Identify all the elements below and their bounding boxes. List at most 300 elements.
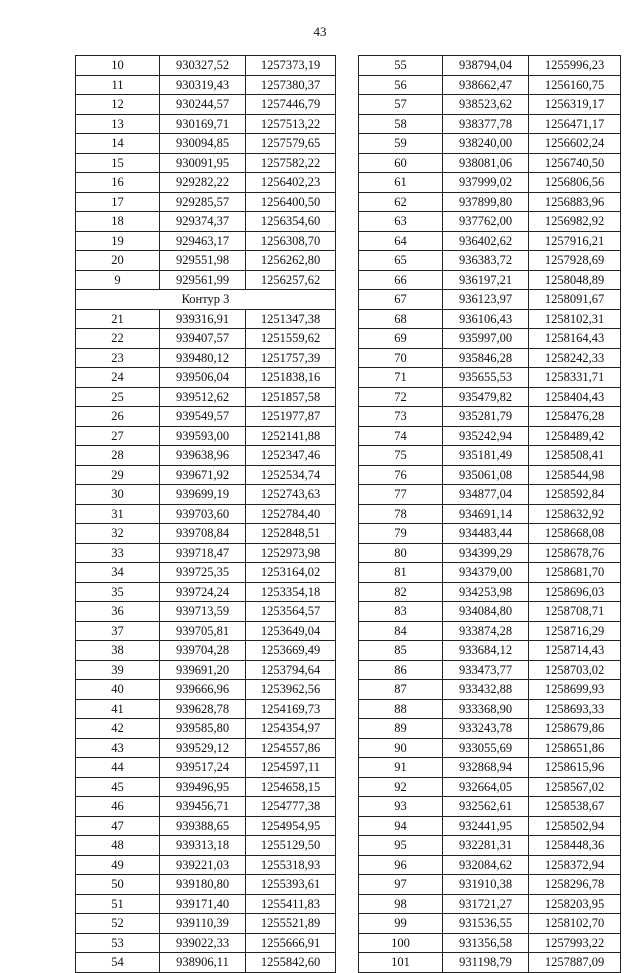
x-coordinate-cell: 930091,95 [160, 153, 246, 173]
x-coordinate-cell: 939671,92 [160, 465, 246, 485]
x-coordinate-cell: 929374,37 [160, 212, 246, 232]
point-number-cell: 49 [76, 855, 160, 875]
coordinates-table-right [358, 55, 621, 973]
x-coordinate-cell: 938794,04 [443, 56, 529, 76]
point-number-cell: 69 [359, 329, 443, 349]
point-number-cell: 22 [76, 329, 160, 349]
y-coordinate-cell: 1254658,15 [246, 777, 336, 797]
table-row [76, 95, 336, 115]
x-coordinate-cell: 938240,00 [443, 134, 529, 154]
table-row [359, 485, 621, 505]
y-coordinate-cell: 1252743,63 [246, 485, 336, 505]
y-coordinate-cell: 1255318,93 [246, 855, 336, 875]
table-row [76, 134, 336, 154]
x-coordinate-cell: 930169,71 [160, 114, 246, 134]
table-row [76, 602, 336, 622]
y-coordinate-cell: 1257380,37 [246, 75, 336, 95]
y-coordinate-cell: 1256400,50 [246, 192, 336, 212]
table-row [76, 875, 336, 895]
point-number-cell: 60 [359, 153, 443, 173]
point-number-cell: 56 [359, 75, 443, 95]
table-row [359, 758, 621, 778]
point-number-cell: 87 [359, 680, 443, 700]
x-coordinate-cell: 939316,91 [160, 309, 246, 329]
table-row [76, 368, 336, 388]
point-number-cell: 99 [359, 914, 443, 934]
point-number-cell: 73 [359, 407, 443, 427]
y-coordinate-cell: 1258048,89 [529, 270, 621, 290]
point-number-cell: 43 [76, 738, 160, 758]
point-number-cell: 61 [359, 173, 443, 193]
x-coordinate-cell: 936197,21 [443, 270, 529, 290]
point-number-cell: 12 [76, 95, 160, 115]
table-row [76, 446, 336, 466]
table-row [359, 465, 621, 485]
table-row [76, 719, 336, 739]
x-coordinate-cell: 933243,78 [443, 719, 529, 739]
x-coordinate-cell: 937899,80 [443, 192, 529, 212]
x-coordinate-cell: 930327,52 [160, 56, 246, 76]
x-coordinate-cell: 933684,12 [443, 641, 529, 661]
y-coordinate-cell: 1257887,09 [529, 953, 621, 973]
point-number-cell: 15 [76, 153, 160, 173]
table-row [359, 875, 621, 895]
table-row [76, 426, 336, 446]
y-coordinate-cell: 1258331,71 [529, 368, 621, 388]
point-number-cell: 38 [76, 641, 160, 661]
x-coordinate-cell: 939517,24 [160, 758, 246, 778]
y-coordinate-cell: 1257373,19 [246, 56, 336, 76]
x-coordinate-cell: 931721,27 [443, 894, 529, 914]
y-coordinate-cell: 1253354,18 [246, 582, 336, 602]
y-coordinate-cell: 1256257,62 [246, 270, 336, 290]
x-coordinate-cell: 939628,78 [160, 699, 246, 719]
y-coordinate-cell: 1252347,46 [246, 446, 336, 466]
point-number-cell: 78 [359, 504, 443, 524]
point-number-cell: 91 [359, 758, 443, 778]
y-coordinate-cell: 1256806,56 [529, 173, 621, 193]
table-row [76, 387, 336, 407]
x-coordinate-cell: 929561,99 [160, 270, 246, 290]
point-number-cell: 57 [359, 95, 443, 115]
table-row [359, 329, 621, 349]
point-number-cell: 40 [76, 680, 160, 700]
y-coordinate-cell: 1256602,24 [529, 134, 621, 154]
point-number-cell: 29 [76, 465, 160, 485]
point-number-cell: 62 [359, 192, 443, 212]
x-coordinate-cell: 935061,08 [443, 465, 529, 485]
y-coordinate-cell: 1258567,02 [529, 777, 621, 797]
point-number-cell: 79 [359, 524, 443, 544]
x-coordinate-cell: 932562,61 [443, 797, 529, 817]
point-number-cell: 20 [76, 251, 160, 271]
table-row [76, 797, 336, 817]
table-row [76, 56, 336, 76]
x-coordinate-cell: 939313,18 [160, 836, 246, 856]
y-coordinate-cell: 1252534,74 [246, 465, 336, 485]
point-number-cell: 51 [76, 894, 160, 914]
point-number-cell: 37 [76, 621, 160, 641]
y-coordinate-cell: 1255393,61 [246, 875, 336, 895]
table-row [76, 270, 336, 290]
x-coordinate-cell: 939724,24 [160, 582, 246, 602]
y-coordinate-cell: 1258538,67 [529, 797, 621, 817]
x-coordinate-cell: 934084,80 [443, 602, 529, 622]
x-coordinate-cell: 935997,00 [443, 329, 529, 349]
table-row [76, 680, 336, 700]
table-row [359, 543, 621, 563]
point-number-cell: 27 [76, 426, 160, 446]
y-coordinate-cell: 1252848,51 [246, 524, 336, 544]
point-number-cell: 13 [76, 114, 160, 134]
y-coordinate-cell: 1251757,39 [246, 348, 336, 368]
table-row [359, 75, 621, 95]
point-number-cell: 80 [359, 543, 443, 563]
y-coordinate-cell: 1251838,16 [246, 368, 336, 388]
table-row [76, 816, 336, 836]
point-number-cell: 11 [76, 75, 160, 95]
point-number-cell: 36 [76, 602, 160, 622]
table-row [359, 387, 621, 407]
table-row [359, 114, 621, 134]
table-row [359, 504, 621, 524]
table-row [359, 231, 621, 251]
point-number-cell: 81 [359, 563, 443, 583]
point-number-cell: 16 [76, 173, 160, 193]
y-coordinate-cell: 1258296,78 [529, 875, 621, 895]
table-row [76, 738, 336, 758]
point-number-cell: 26 [76, 407, 160, 427]
x-coordinate-cell: 939638,96 [160, 446, 246, 466]
x-coordinate-cell: 931536,55 [443, 914, 529, 934]
x-coordinate-cell: 929463,17 [160, 231, 246, 251]
y-coordinate-cell: 1258448,36 [529, 836, 621, 856]
y-coordinate-cell: 1258544,98 [529, 465, 621, 485]
table-row [359, 251, 621, 271]
table-row [76, 641, 336, 661]
table-row [359, 524, 621, 544]
table-row [359, 446, 621, 466]
point-number-cell: 33 [76, 543, 160, 563]
table-row [76, 855, 336, 875]
page-number: 43 [313, 24, 327, 39]
x-coordinate-cell: 939110,39 [160, 914, 246, 934]
x-coordinate-cell: 939666,96 [160, 680, 246, 700]
point-number-cell: 25 [76, 387, 160, 407]
y-coordinate-cell: 1258716,29 [529, 621, 621, 641]
x-coordinate-cell: 939725,35 [160, 563, 246, 583]
x-coordinate-cell: 935655,53 [443, 368, 529, 388]
x-coordinate-cell: 934253,98 [443, 582, 529, 602]
point-number-cell: 59 [359, 134, 443, 154]
y-coordinate-cell: 1251347,38 [246, 309, 336, 329]
x-coordinate-cell: 935479,82 [443, 387, 529, 407]
coordinates-table-left [75, 55, 336, 973]
point-number-cell: 97 [359, 875, 443, 895]
y-coordinate-cell: 1258102,31 [529, 309, 621, 329]
y-coordinate-cell: 1258242,33 [529, 348, 621, 368]
x-coordinate-cell: 939593,00 [160, 426, 246, 446]
y-coordinate-cell: 1253794,64 [246, 660, 336, 680]
y-coordinate-cell: 1258404,43 [529, 387, 621, 407]
point-number-cell: 83 [359, 602, 443, 622]
x-coordinate-cell: 933368,90 [443, 699, 529, 719]
point-number-cell: 28 [76, 446, 160, 466]
table-row [76, 524, 336, 544]
point-number-cell: 94 [359, 816, 443, 836]
table-row [76, 933, 336, 953]
table-row [359, 836, 621, 856]
point-number-cell: 55 [359, 56, 443, 76]
y-coordinate-cell: 1254169,73 [246, 699, 336, 719]
x-coordinate-cell: 939529,12 [160, 738, 246, 758]
x-coordinate-cell: 934483,44 [443, 524, 529, 544]
point-number-cell: 66 [359, 270, 443, 290]
table-row [76, 231, 336, 251]
point-number-cell: 32 [76, 524, 160, 544]
point-number-cell: 71 [359, 368, 443, 388]
table-row [359, 641, 621, 661]
y-coordinate-cell: 1258203,95 [529, 894, 621, 914]
point-number-cell: 41 [76, 699, 160, 719]
point-number-cell: 74 [359, 426, 443, 446]
section-row [76, 290, 336, 310]
x-coordinate-cell: 939388,65 [160, 816, 246, 836]
table-row [76, 699, 336, 719]
point-number-cell: 85 [359, 641, 443, 661]
y-coordinate-cell: 1257916,21 [529, 231, 621, 251]
y-coordinate-cell: 1255842,60 [246, 953, 336, 973]
x-coordinate-cell: 939708,84 [160, 524, 246, 544]
x-coordinate-cell: 937999,02 [443, 173, 529, 193]
table-row [359, 699, 621, 719]
y-coordinate-cell: 1256308,70 [246, 231, 336, 251]
y-coordinate-cell: 1258693,33 [529, 699, 621, 719]
x-coordinate-cell: 935242,94 [443, 426, 529, 446]
point-number-cell: 52 [76, 914, 160, 934]
point-number-cell: 67 [359, 290, 443, 310]
point-number-cell: 9 [76, 270, 160, 290]
point-number-cell: 42 [76, 719, 160, 739]
point-number-cell: 35 [76, 582, 160, 602]
table-row [359, 563, 621, 583]
point-number-cell: 63 [359, 212, 443, 232]
point-number-cell: 24 [76, 368, 160, 388]
table-row [76, 582, 336, 602]
point-number-cell: 10 [76, 56, 160, 76]
y-coordinate-cell: 1254777,38 [246, 797, 336, 817]
x-coordinate-cell: 933874,28 [443, 621, 529, 641]
table-row [359, 582, 621, 602]
x-coordinate-cell: 939585,80 [160, 719, 246, 739]
y-coordinate-cell: 1254597,11 [246, 758, 336, 778]
x-coordinate-cell: 938377,78 [443, 114, 529, 134]
table-row [76, 75, 336, 95]
coordinates-table-right-body [359, 56, 621, 973]
point-number-cell: 90 [359, 738, 443, 758]
table-row [76, 777, 336, 797]
y-coordinate-cell: 1257446,79 [246, 95, 336, 115]
y-coordinate-cell: 1255521,89 [246, 914, 336, 934]
x-coordinate-cell: 932441,95 [443, 816, 529, 836]
x-coordinate-cell: 939549,57 [160, 407, 246, 427]
point-number-cell: 72 [359, 387, 443, 407]
point-number-cell: 50 [76, 875, 160, 895]
table-row [359, 290, 621, 310]
y-coordinate-cell: 1252141,88 [246, 426, 336, 446]
y-coordinate-cell: 1257579,65 [246, 134, 336, 154]
x-coordinate-cell: 939456,71 [160, 797, 246, 817]
x-coordinate-cell: 939691,20 [160, 660, 246, 680]
y-coordinate-cell: 1256262,80 [246, 251, 336, 271]
section-title: Контур 3 [76, 290, 336, 310]
point-number-cell: 34 [76, 563, 160, 583]
y-coordinate-cell: 1258476,28 [529, 407, 621, 427]
y-coordinate-cell: 1258703,02 [529, 660, 621, 680]
table-row [359, 56, 621, 76]
point-number-cell: 92 [359, 777, 443, 797]
x-coordinate-cell: 939699,19 [160, 485, 246, 505]
point-number-cell: 45 [76, 777, 160, 797]
x-coordinate-cell: 934399,29 [443, 543, 529, 563]
x-coordinate-cell: 939480,12 [160, 348, 246, 368]
point-number-cell: 44 [76, 758, 160, 778]
point-number-cell: 75 [359, 446, 443, 466]
table-row [76, 953, 336, 973]
x-coordinate-cell: 936123,97 [443, 290, 529, 310]
x-coordinate-cell: 938662,47 [443, 75, 529, 95]
point-number-cell: 21 [76, 309, 160, 329]
point-number-cell: 23 [76, 348, 160, 368]
x-coordinate-cell: 938523,62 [443, 95, 529, 115]
y-coordinate-cell: 1252784,40 [246, 504, 336, 524]
point-number-cell: 58 [359, 114, 443, 134]
y-coordinate-cell: 1258091,67 [529, 290, 621, 310]
point-number-cell: 77 [359, 485, 443, 505]
x-coordinate-cell: 939221,03 [160, 855, 246, 875]
point-number-cell: 86 [359, 660, 443, 680]
x-coordinate-cell: 939022,33 [160, 933, 246, 953]
table-row [359, 914, 621, 934]
point-number-cell: 93 [359, 797, 443, 817]
x-coordinate-cell: 933432,88 [443, 680, 529, 700]
point-number-cell: 54 [76, 953, 160, 973]
x-coordinate-cell: 937762,00 [443, 212, 529, 232]
y-coordinate-cell: 1256982,92 [529, 212, 621, 232]
y-coordinate-cell: 1258592,84 [529, 485, 621, 505]
table-row [76, 504, 336, 524]
x-coordinate-cell: 930319,43 [160, 75, 246, 95]
table-row [359, 816, 621, 836]
table-row [76, 309, 336, 329]
y-coordinate-cell: 1251857,58 [246, 387, 336, 407]
point-number-cell: 70 [359, 348, 443, 368]
y-coordinate-cell: 1253564,57 [246, 602, 336, 622]
y-coordinate-cell: 1258502,94 [529, 816, 621, 836]
x-coordinate-cell: 933473,77 [443, 660, 529, 680]
y-coordinate-cell: 1253649,04 [246, 621, 336, 641]
table-row [76, 621, 336, 641]
x-coordinate-cell: 935281,79 [443, 407, 529, 427]
x-coordinate-cell: 939718,47 [160, 543, 246, 563]
table-row [359, 153, 621, 173]
table-row [76, 543, 336, 563]
y-coordinate-cell: 1258679,86 [529, 719, 621, 739]
x-coordinate-cell: 930094,85 [160, 134, 246, 154]
y-coordinate-cell: 1256402,23 [246, 173, 336, 193]
x-coordinate-cell: 939407,57 [160, 329, 246, 349]
table-row [76, 329, 336, 349]
x-coordinate-cell: 934379,00 [443, 563, 529, 583]
point-number-cell: 68 [359, 309, 443, 329]
point-number-cell: 48 [76, 836, 160, 856]
x-coordinate-cell: 936383,72 [443, 251, 529, 271]
table-row [359, 192, 621, 212]
y-coordinate-cell: 1257993,22 [529, 933, 621, 953]
table-row [76, 758, 336, 778]
y-coordinate-cell: 1256160,75 [529, 75, 621, 95]
point-number-cell: 100 [359, 933, 443, 953]
x-coordinate-cell: 939703,60 [160, 504, 246, 524]
point-number-cell: 18 [76, 212, 160, 232]
x-coordinate-cell: 939704,28 [160, 641, 246, 661]
y-coordinate-cell: 1257513,22 [246, 114, 336, 134]
table-row [76, 153, 336, 173]
table-row [76, 660, 336, 680]
x-coordinate-cell: 932664,05 [443, 777, 529, 797]
point-number-cell: 76 [359, 465, 443, 485]
table-row [359, 602, 621, 622]
x-coordinate-cell: 938081,06 [443, 153, 529, 173]
y-coordinate-cell: 1256471,17 [529, 114, 621, 134]
y-coordinate-cell: 1251559,62 [246, 329, 336, 349]
table-row [76, 348, 336, 368]
table-row [76, 563, 336, 583]
table-row [359, 894, 621, 914]
y-coordinate-cell: 1255129,50 [246, 836, 336, 856]
table-row [359, 660, 621, 680]
table-row [359, 933, 621, 953]
x-coordinate-cell: 935846,28 [443, 348, 529, 368]
x-coordinate-cell: 929285,57 [160, 192, 246, 212]
y-coordinate-cell: 1254354,97 [246, 719, 336, 739]
table-row [359, 134, 621, 154]
x-coordinate-cell: 932868,94 [443, 758, 529, 778]
table-row [359, 621, 621, 641]
table-row [359, 953, 621, 973]
x-coordinate-cell: 939512,62 [160, 387, 246, 407]
y-coordinate-cell: 1258668,08 [529, 524, 621, 544]
x-coordinate-cell: 939506,04 [160, 368, 246, 388]
point-number-cell: 46 [76, 797, 160, 817]
y-coordinate-cell: 1253962,56 [246, 680, 336, 700]
table-row [76, 465, 336, 485]
point-number-cell: 84 [359, 621, 443, 641]
y-coordinate-cell: 1258651,86 [529, 738, 621, 758]
x-coordinate-cell: 933055,69 [443, 738, 529, 758]
x-coordinate-cell: 931198,79 [443, 953, 529, 973]
y-coordinate-cell: 1257928,69 [529, 251, 621, 271]
x-coordinate-cell: 936402,62 [443, 231, 529, 251]
table-row [76, 485, 336, 505]
table-row [359, 270, 621, 290]
x-coordinate-cell: 929551,98 [160, 251, 246, 271]
y-coordinate-cell: 1251977,87 [246, 407, 336, 427]
point-number-cell: 53 [76, 933, 160, 953]
point-number-cell: 101 [359, 953, 443, 973]
point-number-cell: 31 [76, 504, 160, 524]
table-row [76, 894, 336, 914]
